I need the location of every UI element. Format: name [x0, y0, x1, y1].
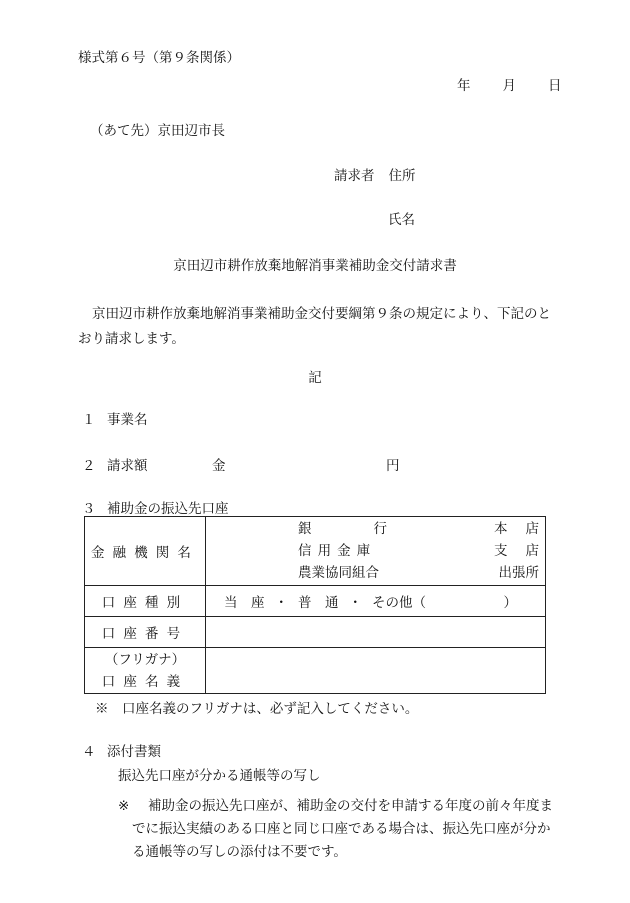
account-type-futsu[interactable]: 普 通 [298, 595, 339, 611]
account-type-other-close: ） [436, 595, 517, 611]
account-type-toza[interactable]: 当 座 [224, 595, 265, 611]
separator: ・ [348, 595, 362, 611]
account-holder-label [85, 648, 206, 694]
branch-honten: 本 店 [494, 521, 539, 537]
item3-number: ３ [82, 501, 96, 517]
institution-label: 金融機関名 [85, 517, 206, 586]
attachment-description: 振込先口座が分かる通帳等の写し [118, 768, 321, 784]
item-attachments [82, 746, 161, 760]
account-type-row [85, 586, 546, 617]
item-bank-account [82, 503, 229, 517]
separator: ・ [274, 595, 288, 611]
item-project-name [82, 414, 148, 428]
bank-account-table [84, 516, 546, 694]
amount-kin: 金 [212, 458, 226, 474]
item2-number: ２ [82, 458, 96, 474]
attachment-note-rest: でに振込実績のある口座と同じ口座である場合は、振込先口座が分かる通帳等の写しの添付は不要です。 [132, 821, 551, 860]
bank-ginko: 銀 行 [298, 521, 387, 537]
date-line [457, 80, 562, 94]
address-label: 住所 [388, 168, 416, 184]
amount-yen: 円 [386, 458, 400, 474]
addressee: （あて先）京田辺市長 [90, 123, 225, 139]
item1-label: 事業名 [107, 412, 148, 428]
requester-label: 請求者 [334, 168, 375, 184]
date-year: 年 [457, 78, 471, 94]
account-number-field[interactable] [206, 617, 546, 648]
bank-nokyo: 農業協同組合 [298, 565, 379, 581]
account-number-label: 口座番号 [85, 617, 206, 648]
furigana-label: （フリガナ） [104, 651, 186, 668]
note-mark: ※ [118, 798, 130, 814]
item4-label: 添付書類 [107, 744, 161, 760]
item1-number: １ [82, 412, 96, 428]
item2-label: 請求額 [107, 458, 148, 474]
attachment-note-line1: 補助金の振込先口座が、補助金の交付を申請する年度の前々年度ま [148, 798, 553, 814]
account-holder-field[interactable] [206, 648, 546, 694]
account-holder-row [85, 648, 546, 694]
branch-shiten: 支 店 [494, 543, 539, 559]
date-month: 月 [502, 78, 516, 94]
document-title: 京田辺市耕作放棄地解消事業補助金交付請求書 [173, 258, 457, 274]
account-type-other[interactable]: その他（ [372, 595, 426, 611]
holder-label: 口座名義 [101, 673, 189, 690]
item4-number: ４ [82, 744, 96, 760]
requester-address-row [334, 170, 416, 184]
item3-label: 補助金の振込先口座 [107, 501, 229, 517]
ki-heading: 記 [308, 370, 322, 386]
date-day: 日 [548, 78, 562, 94]
name-label: 氏名 [388, 212, 415, 228]
account-type-label: 口座種別 [85, 586, 206, 617]
institution-field[interactable] [206, 517, 546, 586]
institution-row [85, 517, 546, 586]
body-text: 京田辺市耕作放棄地解消事業補助金交付要綱第９条の規定により、下記のとおり請求します。 [78, 306, 551, 347]
form-number: 様式第６号（第９条関係） [78, 50, 240, 66]
account-type-field[interactable] [206, 586, 546, 617]
branch-shucchojo: 出張所 [498, 565, 539, 581]
furigana-note: ※ 口座名義のフリガナは、必ず記入してください。 [95, 701, 419, 717]
attachment-note [118, 795, 558, 864]
account-number-row [85, 617, 546, 648]
bank-shinyo-kinko: 信用金庫 [298, 543, 377, 559]
item-request-amount [82, 458, 400, 474]
